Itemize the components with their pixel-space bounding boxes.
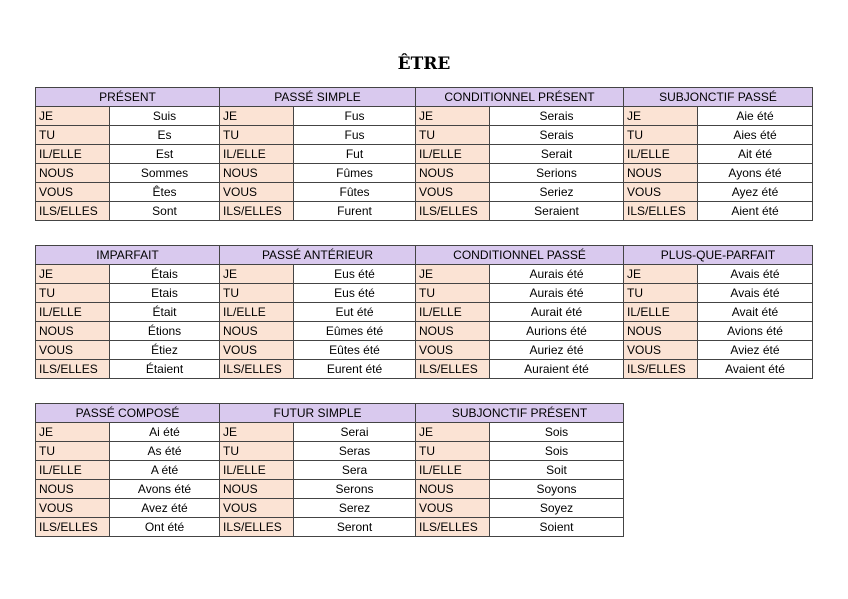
table-row bbox=[220, 480, 416, 499]
verb-form-cell: Es bbox=[110, 126, 220, 145]
table-row bbox=[220, 442, 416, 461]
pronoun-cell: VOUS bbox=[36, 183, 110, 202]
pronoun-cell: IL/ELLE bbox=[220, 145, 294, 164]
table-row bbox=[220, 183, 416, 202]
table-row bbox=[36, 303, 220, 322]
verb-form-cell: Soyez bbox=[490, 499, 624, 518]
table-row bbox=[416, 518, 624, 537]
pronoun-cell: NOUS bbox=[36, 164, 110, 183]
verb-form-cell: Fus bbox=[294, 126, 416, 145]
verb-form-cell: Sont bbox=[110, 202, 220, 221]
tense-table-futur-simple bbox=[219, 403, 416, 537]
verb-form-cell: Avais été bbox=[698, 284, 813, 303]
tense-header: PRÉSENT bbox=[36, 88, 220, 107]
page-title: ÊTRE bbox=[397, 54, 451, 74]
table-row bbox=[624, 303, 813, 322]
table-row bbox=[624, 202, 813, 221]
verb-form-cell: Etais bbox=[110, 284, 220, 303]
pronoun-cell: IL/ELLE bbox=[220, 303, 294, 322]
pronoun-cell: TU bbox=[416, 442, 490, 461]
pronoun-cell: JE bbox=[36, 265, 110, 284]
table-row bbox=[220, 284, 416, 303]
pronoun-cell: IL/ELLE bbox=[36, 461, 110, 480]
verb-form-cell: Serons bbox=[294, 480, 416, 499]
table-row bbox=[416, 202, 624, 221]
table-row bbox=[36, 284, 220, 303]
tense-header: IMPARFAIT bbox=[36, 246, 220, 265]
pronoun-cell: ILS/ELLES bbox=[36, 518, 110, 537]
verb-form-cell: Seriez bbox=[490, 183, 624, 202]
pronoun-cell: NOUS bbox=[416, 164, 490, 183]
table-row bbox=[416, 360, 624, 379]
verb-form-cell: Avait été bbox=[698, 303, 813, 322]
verb-form-cell: Fus bbox=[294, 107, 416, 126]
table-row bbox=[624, 341, 813, 360]
table-row bbox=[624, 322, 813, 341]
pronoun-cell: TU bbox=[36, 126, 110, 145]
tense-table-imparfait bbox=[35, 245, 220, 379]
verb-form-cell: Eus été bbox=[294, 284, 416, 303]
tense-header: PLUS-QUE-PARFAIT bbox=[624, 246, 813, 265]
verb-form-cell: Serai bbox=[294, 423, 416, 442]
pronoun-cell: ILS/ELLES bbox=[416, 202, 490, 221]
pronoun-cell: NOUS bbox=[36, 322, 110, 341]
tense-header: SUBJONCTIF PASSÉ bbox=[624, 88, 813, 107]
table-row bbox=[220, 202, 416, 221]
verb-form-cell: As été bbox=[110, 442, 220, 461]
pronoun-cell: ILS/ELLES bbox=[36, 202, 110, 221]
table-row bbox=[416, 265, 624, 284]
verb-form-cell: Aurais été bbox=[490, 265, 624, 284]
tense-header: CONDITIONNEL PRÉSENT bbox=[416, 88, 624, 107]
pronoun-cell: IL/ELLE bbox=[416, 145, 490, 164]
table-row bbox=[36, 164, 220, 183]
pronoun-cell: TU bbox=[220, 284, 294, 303]
verb-form-cell: Eurent été bbox=[294, 360, 416, 379]
table-row bbox=[416, 480, 624, 499]
verb-form-cell: Avez été bbox=[110, 499, 220, 518]
pronoun-cell: JE bbox=[220, 265, 294, 284]
verb-form-cell: Étaient bbox=[110, 360, 220, 379]
verb-form-cell: Avaient été bbox=[698, 360, 813, 379]
pronoun-cell: ILS/ELLES bbox=[220, 202, 294, 221]
verb-form-cell: Ai été bbox=[110, 423, 220, 442]
table-row bbox=[624, 284, 813, 303]
pronoun-cell: TU bbox=[36, 442, 110, 461]
table-row bbox=[220, 423, 416, 442]
table-row bbox=[36, 322, 220, 341]
table-row bbox=[36, 518, 220, 537]
table-row bbox=[416, 145, 624, 164]
pronoun-cell: VOUS bbox=[220, 499, 294, 518]
verb-form-cell: Aurions été bbox=[490, 322, 624, 341]
tense-table-subjonctif-passe bbox=[623, 87, 813, 221]
table-row bbox=[624, 265, 813, 284]
pronoun-cell: NOUS bbox=[416, 322, 490, 341]
verb-form-cell: Sera bbox=[294, 461, 416, 480]
pronoun-cell: TU bbox=[220, 442, 294, 461]
pronoun-cell: ILS/ELLES bbox=[220, 360, 294, 379]
pronoun-cell: ILS/ELLES bbox=[416, 360, 490, 379]
table-row bbox=[36, 126, 220, 145]
verb-form-cell: Seras bbox=[294, 442, 416, 461]
verb-form-cell: Eut été bbox=[294, 303, 416, 322]
verb-form-cell: A été bbox=[110, 461, 220, 480]
verb-form-cell: Ayez été bbox=[698, 183, 813, 202]
verb-form-cell: Est bbox=[110, 145, 220, 164]
table-row bbox=[220, 341, 416, 360]
verb-form-cell: Fûmes bbox=[294, 164, 416, 183]
pronoun-cell: TU bbox=[416, 126, 490, 145]
table-row bbox=[220, 164, 416, 183]
tense-header: CONDITIONNEL PASSÉ bbox=[416, 246, 624, 265]
tense-table-passe-compose bbox=[35, 403, 220, 537]
verb-form-cell: Serez bbox=[294, 499, 416, 518]
verb-form-cell: Aie été bbox=[698, 107, 813, 126]
verb-form-cell: Avons été bbox=[110, 480, 220, 499]
verb-form-cell: Avions été bbox=[698, 322, 813, 341]
table-row bbox=[220, 360, 416, 379]
verb-form-cell: Sommes bbox=[110, 164, 220, 183]
verb-form-cell: Aviez été bbox=[698, 341, 813, 360]
verb-form-cell: Auraient été bbox=[490, 360, 624, 379]
pronoun-cell: ILS/ELLES bbox=[624, 360, 698, 379]
verb-form-cell: Serait bbox=[490, 145, 624, 164]
tense-header: PASSÉ SIMPLE bbox=[220, 88, 416, 107]
pronoun-cell: IL/ELLE bbox=[624, 145, 698, 164]
verb-form-cell: Furent bbox=[294, 202, 416, 221]
verb-form-cell: Ayons été bbox=[698, 164, 813, 183]
pronoun-cell: ILS/ELLES bbox=[220, 518, 294, 537]
verb-form-cell: Aient été bbox=[698, 202, 813, 221]
table-row bbox=[36, 360, 220, 379]
verb-form-cell: Auriez été bbox=[490, 341, 624, 360]
verb-form-cell: Étiez bbox=[110, 341, 220, 360]
verb-form-cell: Ait été bbox=[698, 145, 813, 164]
table-row bbox=[416, 107, 624, 126]
pronoun-cell: VOUS bbox=[36, 499, 110, 518]
verb-form-cell: Serais bbox=[490, 107, 624, 126]
tense-header: PASSÉ ANTÉRIEUR bbox=[220, 246, 416, 265]
pronoun-cell: JE bbox=[416, 107, 490, 126]
table-row bbox=[36, 461, 220, 480]
verb-form-cell: Serais bbox=[490, 126, 624, 145]
pronoun-cell: JE bbox=[624, 107, 698, 126]
table-row bbox=[416, 126, 624, 145]
verb-form-cell: Sois bbox=[490, 423, 624, 442]
tense-table-conditionnel-present bbox=[415, 87, 624, 221]
table-row bbox=[36, 145, 220, 164]
verb-form-cell: Ont été bbox=[110, 518, 220, 537]
verb-form-cell: Soient bbox=[490, 518, 624, 537]
table-row bbox=[220, 145, 416, 164]
table-row bbox=[36, 499, 220, 518]
pronoun-cell: NOUS bbox=[36, 480, 110, 499]
verb-form-cell: Fut bbox=[294, 145, 416, 164]
table-row bbox=[416, 461, 624, 480]
verb-form-cell: Aurais été bbox=[490, 284, 624, 303]
pronoun-cell: JE bbox=[36, 423, 110, 442]
verb-form-cell: Soit bbox=[490, 461, 624, 480]
pronoun-cell: IL/ELLE bbox=[36, 303, 110, 322]
pronoun-cell: JE bbox=[416, 265, 490, 284]
pronoun-cell: NOUS bbox=[220, 480, 294, 499]
pronoun-cell: VOUS bbox=[416, 499, 490, 518]
table-row bbox=[220, 461, 416, 480]
tense-table-passe-simple bbox=[219, 87, 416, 221]
verb-form-cell: Seraient bbox=[490, 202, 624, 221]
table-row bbox=[416, 341, 624, 360]
table-row bbox=[220, 265, 416, 284]
tense-table-passe-anterieur bbox=[219, 245, 416, 379]
pronoun-cell: NOUS bbox=[220, 322, 294, 341]
verb-form-cell: Eûtes été bbox=[294, 341, 416, 360]
table-row bbox=[624, 183, 813, 202]
table-row bbox=[624, 126, 813, 145]
pronoun-cell: VOUS bbox=[416, 183, 490, 202]
pronoun-cell: TU bbox=[624, 126, 698, 145]
pronoun-cell: VOUS bbox=[624, 341, 698, 360]
table-row bbox=[416, 423, 624, 442]
table-row bbox=[416, 183, 624, 202]
tense-table-subjonctif-present bbox=[415, 403, 624, 537]
table-row bbox=[36, 480, 220, 499]
table-row bbox=[416, 303, 624, 322]
pronoun-cell: IL/ELLE bbox=[220, 461, 294, 480]
tense-table-plus-que-parfait bbox=[623, 245, 813, 379]
table-row bbox=[416, 284, 624, 303]
pronoun-cell: VOUS bbox=[220, 341, 294, 360]
pronoun-cell: TU bbox=[416, 284, 490, 303]
verb-form-cell: Était bbox=[110, 303, 220, 322]
pronoun-cell: IL/ELLE bbox=[624, 303, 698, 322]
verb-form-cell: Étais bbox=[110, 265, 220, 284]
table-row bbox=[624, 145, 813, 164]
verb-form-cell: Soyons bbox=[490, 480, 624, 499]
pronoun-cell: JE bbox=[416, 423, 490, 442]
tense-header: PASSÉ COMPOSÉ bbox=[36, 404, 220, 423]
pronoun-cell: TU bbox=[624, 284, 698, 303]
table-row bbox=[220, 107, 416, 126]
pronoun-cell: VOUS bbox=[416, 341, 490, 360]
table-row bbox=[416, 499, 624, 518]
table-row bbox=[36, 107, 220, 126]
verb-form-cell: Serions bbox=[490, 164, 624, 183]
pronoun-cell: TU bbox=[220, 126, 294, 145]
pronoun-cell: VOUS bbox=[220, 183, 294, 202]
tense-header: SUBJONCTIF PRÉSENT bbox=[416, 404, 624, 423]
tense-table-present bbox=[35, 87, 220, 221]
table-row bbox=[220, 126, 416, 145]
tense-table-conditionnel-passe bbox=[415, 245, 624, 379]
pronoun-cell: NOUS bbox=[416, 480, 490, 499]
pronoun-cell: JE bbox=[36, 107, 110, 126]
pronoun-cell: ILS/ELLES bbox=[36, 360, 110, 379]
verb-form-cell: Eus été bbox=[294, 265, 416, 284]
verb-form-cell: Suis bbox=[110, 107, 220, 126]
pronoun-cell: JE bbox=[220, 107, 294, 126]
table-row bbox=[220, 518, 416, 537]
table-row bbox=[416, 322, 624, 341]
verb-form-cell: Seront bbox=[294, 518, 416, 537]
verb-form-cell: Sois bbox=[490, 442, 624, 461]
pronoun-cell: NOUS bbox=[624, 322, 698, 341]
pronoun-cell: IL/ELLE bbox=[416, 461, 490, 480]
table-row bbox=[220, 499, 416, 518]
table-row bbox=[624, 164, 813, 183]
table-row bbox=[624, 360, 813, 379]
pronoun-cell: NOUS bbox=[624, 164, 698, 183]
pronoun-cell: VOUS bbox=[36, 341, 110, 360]
table-row bbox=[36, 341, 220, 360]
table-row bbox=[36, 442, 220, 461]
pronoun-cell: NOUS bbox=[220, 164, 294, 183]
table-row bbox=[36, 183, 220, 202]
table-row bbox=[416, 164, 624, 183]
table-row bbox=[36, 202, 220, 221]
tense-header: FUTUR SIMPLE bbox=[220, 404, 416, 423]
verb-form-cell: Êtes bbox=[110, 183, 220, 202]
verb-form-cell: Aies été bbox=[698, 126, 813, 145]
pronoun-cell: JE bbox=[624, 265, 698, 284]
pronoun-cell: JE bbox=[220, 423, 294, 442]
table-row bbox=[220, 303, 416, 322]
table-row bbox=[220, 322, 416, 341]
table-row bbox=[624, 107, 813, 126]
verb-form-cell: Étions bbox=[110, 322, 220, 341]
table-row bbox=[36, 265, 220, 284]
table-row bbox=[416, 442, 624, 461]
verb-form-cell: Aurait été bbox=[490, 303, 624, 322]
verb-form-cell: Fûtes bbox=[294, 183, 416, 202]
table-row bbox=[36, 423, 220, 442]
verb-form-cell: Avais été bbox=[698, 265, 813, 284]
verb-form-cell: Eûmes été bbox=[294, 322, 416, 341]
pronoun-cell: IL/ELLE bbox=[416, 303, 490, 322]
pronoun-cell: ILS/ELLES bbox=[624, 202, 698, 221]
pronoun-cell: IL/ELLE bbox=[36, 145, 110, 164]
pronoun-cell: TU bbox=[36, 284, 110, 303]
pronoun-cell: ILS/ELLES bbox=[416, 518, 490, 537]
pronoun-cell: VOUS bbox=[624, 183, 698, 202]
